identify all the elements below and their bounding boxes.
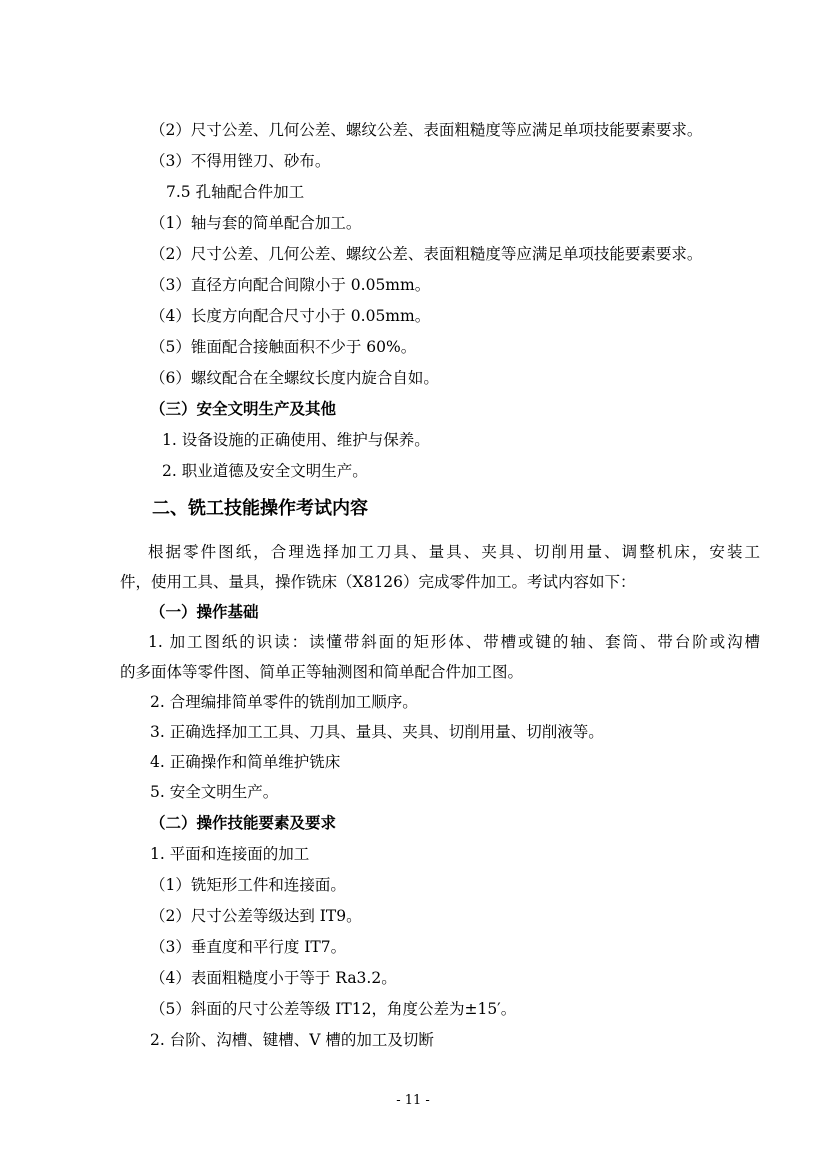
paragraph-line: 根据零件图纸，合理选择加工刀具、量具、夹具、切削用量、调整机床，安装工 [148,543,760,561]
text-line: 5. 安全文明生产。 [150,783,279,801]
page-number: - 11 - [396,1093,430,1108]
text-line: 1. 设备设施的正确使用、维护与保养。 [162,431,430,449]
paragraph-line: 的多面体等零件图、简单正等轴测图和简单配合件加工图。 [120,663,524,681]
text-line: （2）尺寸公差等级达到 IT9。 [150,907,362,925]
text-line: （5）锥面配合接触面积不少于 60%。 [150,338,417,356]
paragraph-line: 1. 加工图纸的识读：读懂带斜面的矩形体、带槽或键的轴、套筒、带台阶或沟槽 [148,633,760,651]
text-line: （4）长度方向配合尺寸小于 0.05mm。 [150,307,431,325]
text-line: （3）垂直度和平行度 IT7。 [150,938,347,956]
subsection-heading: （一）操作基础 [150,603,259,621]
text-line: 1. 平面和连接面的加工 [150,845,310,863]
text-line: 4. 正确操作和简单维护铣床 [150,753,341,771]
text-line: 2. 职业道德及安全文明生产。 [162,462,368,480]
text-line: （1）铣矩形工件和连接面。 [150,876,346,894]
chapter-heading: 二、铣工技能操作考试内容 [152,498,368,519]
text-line: 2. 台阶、沟槽、键槽、V 槽的加工及切断 [150,1031,434,1049]
text-line: （2）尺寸公差、几何公差、螺纹公差、表面粗糙度等应满足单项技能要素要求。 [150,245,703,263]
text-line: （3）直径方向配合间隙小于 0.05mm。 [150,276,431,294]
subsection-heading: （三）安全文明生产及其他 [150,400,337,418]
paragraph-line: 件，使用工具、量具，操作铣床（X8126）完成零件加工。考试内容如下： [120,573,636,591]
text-line: 3. 正确选择加工工具、刀具、量具、夹具、切削用量、切削液等。 [150,723,604,741]
section-heading: 7.5 孔轴配合件加工 [166,183,305,201]
text-line: （1）轴与套的简单配合加工。 [150,214,362,232]
text-line: （3）不得用锉刀、砂布。 [150,152,331,170]
text-line: （2）尺寸公差、几何公差、螺纹公差、表面粗糙度等应满足单项技能要素要求。 [150,121,703,139]
subsection-heading: （二）操作技能要素及要求 [150,814,337,832]
text-line: （6）螺纹配合在全螺纹长度内旋合自如。 [150,369,439,387]
text-line: 2. 合理编排简单零件的铣削加工顺序。 [150,693,418,711]
text-line: （4）表面粗糙度小于等于 Ra3.2。 [150,969,397,987]
text-line: （5）斜面的尺寸公差等级 IT12，角度公差为±15′。 [150,1000,517,1018]
